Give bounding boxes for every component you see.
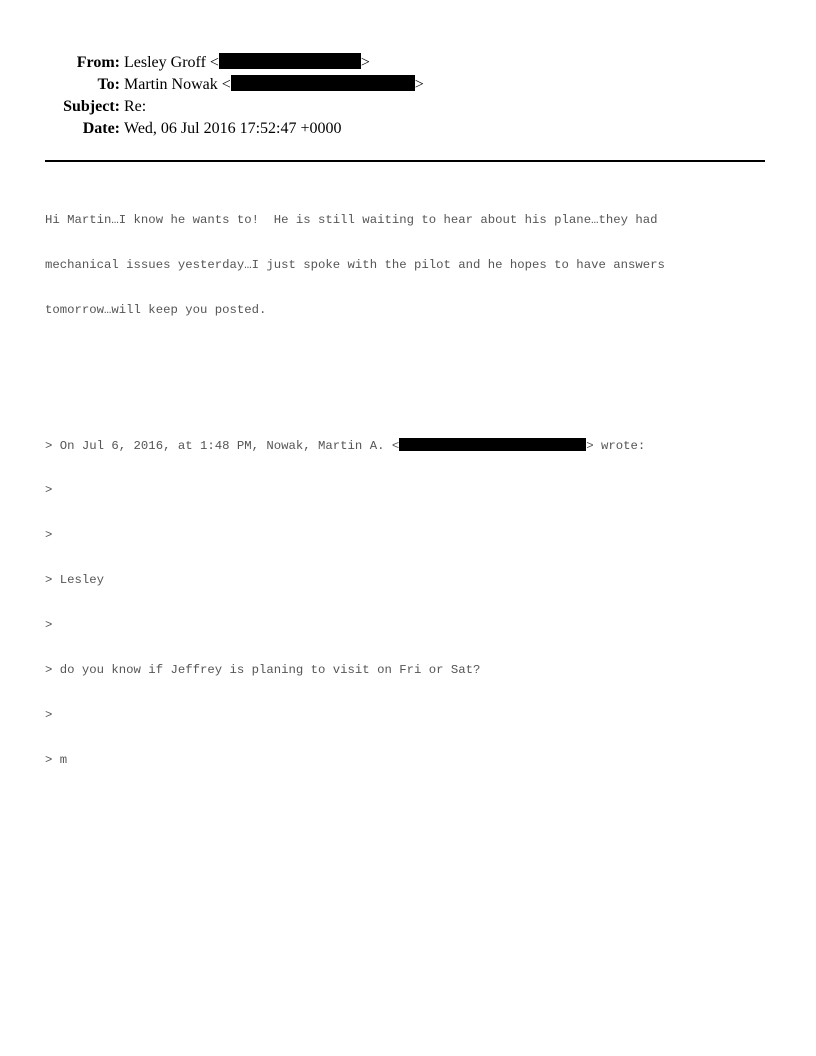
quoted-line: > m bbox=[45, 753, 68, 767]
subject-value: Re: bbox=[124, 98, 147, 115]
redacted-quoted-email bbox=[399, 438, 586, 451]
body-line: tomorrow…will keep you posted. bbox=[45, 303, 267, 317]
redacted-to-email bbox=[231, 75, 415, 91]
to-name: Martin Nowak < bbox=[124, 76, 231, 93]
date-label: Date: bbox=[82, 120, 120, 137]
from-row bbox=[0, 52, 816, 74]
quoted-line: > bbox=[45, 708, 53, 722]
email-header bbox=[0, 52, 816, 140]
body-line: Hi Martin…I know he wants to! He is still waiting to hear about his plane…they had bbox=[45, 213, 658, 227]
subject-row bbox=[0, 96, 816, 118]
email-body bbox=[45, 183, 785, 783]
date-row bbox=[0, 118, 816, 140]
quoted-line: > bbox=[45, 483, 53, 497]
blank-line bbox=[45, 348, 785, 363]
subject-label: Subject: bbox=[63, 98, 120, 115]
from-label: From: bbox=[76, 54, 120, 71]
header-divider bbox=[45, 160, 765, 162]
body-line: mechanical issues yesterday…I just spoke with the pilot and he hopes to have answers bbox=[45, 258, 665, 272]
date-value: Wed, 06 Jul 2016 17:52:47 +0000 bbox=[124, 120, 342, 137]
from-close: > bbox=[360, 54, 370, 71]
quoted-line: > do you know if Jeffrey is planing to visit on Fri or Sat? bbox=[45, 663, 481, 677]
redacted-from-email bbox=[219, 53, 361, 69]
from-name: Lesley Groff < bbox=[124, 54, 219, 71]
quoted-line: > bbox=[45, 618, 53, 632]
to-close: > bbox=[414, 76, 424, 93]
quoted-line: > Lesley bbox=[45, 573, 105, 587]
from-value bbox=[124, 52, 370, 74]
quoted-intro-prefix: > On Jul 6, 2016, at 1:48 PM, Nowak, Martin A. < bbox=[45, 439, 400, 453]
quoted-intro bbox=[45, 438, 785, 453]
to-value bbox=[124, 74, 424, 96]
quoted-intro-suffix: > wrote: bbox=[586, 439, 646, 453]
quoted-line: > bbox=[45, 528, 53, 542]
to-label: To: bbox=[97, 76, 120, 93]
to-row bbox=[0, 74, 816, 96]
blank-line bbox=[45, 393, 785, 408]
